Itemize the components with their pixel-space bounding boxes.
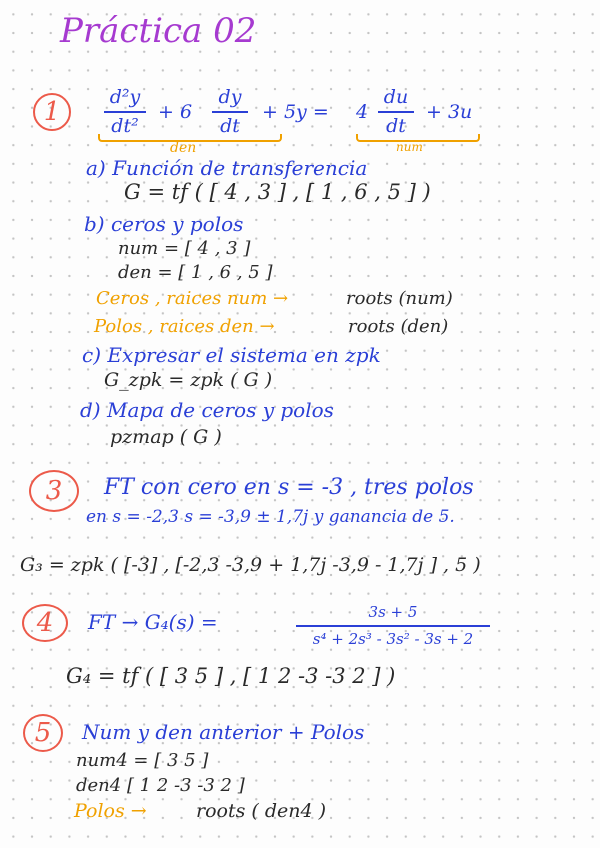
part-b-label: b) ceros y polos [84,212,244,236]
problem-3-text-line1: FT con cero en s = -3 , tres polos [104,475,474,500]
problem-5-polos-code: roots ( den4 ) [196,800,327,822]
part-d-label: d) Mapa de ceros y polos [80,398,334,422]
part-b-den: den = [ 1 , 6 , 5 ] [118,262,273,283]
plus-5y-equals: + 5y = [262,101,329,123]
den-label: den [170,140,197,156]
part-b-ceros-label: Ceros , raices num → [96,288,289,309]
part-b-polos-code: roots (den) [348,316,449,337]
part-b-num: num = [ 4 , 3 ] [118,238,251,259]
part-d-code: pzmap ( G ) [110,426,222,448]
part-b-ceros-code: roots (num) [346,288,453,309]
problem-3-text-line2: en s = -2,3 s = -3,9 ± 1,7j y ganancia de 5. [86,507,455,527]
problem-4-ft: FT → G₄(s) = [88,610,218,634]
problem-4-number: 4 [22,604,68,642]
plus-3u: + 3u [426,101,473,123]
coefficient-four: 4 [356,101,369,123]
problem-5-label: Num y den anterior + Polos [82,720,365,744]
part-c-label: c) Expresar el sistema en zpk [82,343,381,367]
problem-4-numerator: 3s + 5 [368,603,418,621]
problem-5-polos-label: Polos → [74,800,147,822]
part-a-code: G = tf ( [ 4 , 3 ] , [ 1 , 6 , 5 ] ) [124,180,431,204]
dy-dt-fraction: dy dt [212,86,248,137]
problem-4-code: G₄ = tf ( [ 3 5 ] , [ 1 2 -3 -3 2 ] ) [66,664,396,688]
part-b-polos-label: Polos , raices den → [94,316,275,337]
problem-1-number: 1 [33,93,71,131]
problem-3-code: G₃ = zpk ( [-3] , [-2,3 -3,9 + 1,7j -3,9 - 1,7j ] , 5 ) [20,554,481,576]
problem-5-num4: num4 = [ 3 5 ] [76,750,209,771]
part-a-label: a) Función de transferencia [86,156,368,180]
part-c-code: G_zpk = zpk ( G ) [104,369,273,391]
problem-4-denominator: s⁴ + 2s³ - 3s² - 3s + 2 [312,630,474,648]
problem-4-transfer-fraction [296,603,490,648]
problem-5-den4: den4 [ 1 2 -3 -3 2 ] [76,775,245,796]
du-dt-fraction: du dt [378,86,414,137]
problem-3-number: 3 [29,470,79,512]
d2y-dt2-fraction: d²y dt² [104,86,146,137]
page-title: Práctica 02 [60,11,257,51]
problem-5-number: 5 [23,714,63,752]
plus-six: + 6 [158,101,193,123]
num-label: num [396,140,423,154]
